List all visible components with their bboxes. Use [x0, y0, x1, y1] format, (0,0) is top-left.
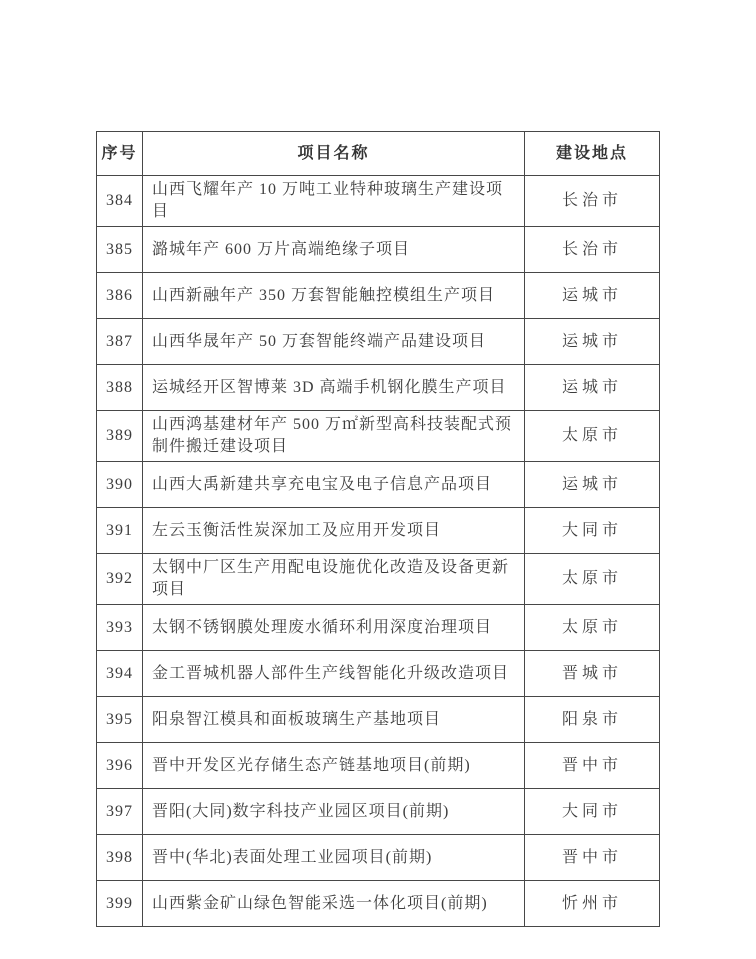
table-row [97, 651, 660, 697]
row-project-name: 阳泉智江模具和面板玻璃生产基地项目 [143, 697, 525, 743]
row-index: 390 [97, 462, 143, 508]
table-row [97, 881, 660, 927]
row-location: 大同市 [525, 789, 660, 835]
row-index: 388 [97, 365, 143, 411]
column-header-index: 序号 [97, 132, 143, 176]
table-header-row [97, 132, 660, 176]
row-project-name: 潞城年产 600 万片高端绝缘子项目 [143, 227, 525, 273]
table-row [97, 554, 660, 605]
row-project-name: 山西大禹新建共享充电宝及电子信息产品项目 [143, 462, 525, 508]
row-index: 393 [97, 605, 143, 651]
row-project-name: 山西新融年产 350 万套智能触控模组生产项目 [143, 273, 525, 319]
row-location: 运城市 [525, 319, 660, 365]
table-row [97, 743, 660, 789]
table-row [97, 365, 660, 411]
row-location: 晋中市 [525, 743, 660, 789]
row-project-name: 左云玉衡活性炭深加工及应用开发项目 [143, 508, 525, 554]
row-index: 396 [97, 743, 143, 789]
row-location: 晋中市 [525, 835, 660, 881]
row-location: 晋城市 [525, 651, 660, 697]
row-index: 385 [97, 227, 143, 273]
row-location: 长治市 [525, 176, 660, 227]
table-row [97, 462, 660, 508]
table-row [97, 508, 660, 554]
table-row [97, 319, 660, 365]
row-index: 398 [97, 835, 143, 881]
table-row [97, 789, 660, 835]
row-project-name: 晋中(华北)表面处理工业园项目(前期) [143, 835, 525, 881]
table-row [97, 227, 660, 273]
row-index: 397 [97, 789, 143, 835]
row-location: 太原市 [525, 605, 660, 651]
table-row [97, 176, 660, 227]
row-index: 389 [97, 411, 143, 462]
row-project-name: 山西飞耀年产 10 万吨工业特种玻璃生产建设项目 [143, 176, 525, 227]
row-location: 太原市 [525, 411, 660, 462]
row-location: 运城市 [525, 365, 660, 411]
table-row [97, 697, 660, 743]
row-index: 386 [97, 273, 143, 319]
row-index: 394 [97, 651, 143, 697]
row-location: 大同市 [525, 508, 660, 554]
row-location: 忻州市 [525, 881, 660, 927]
row-location: 阳泉市 [525, 697, 660, 743]
column-header-location: 建设地点 [525, 132, 660, 176]
row-project-name: 金工晋城机器人部件生产线智能化升级改造项目 [143, 651, 525, 697]
row-index: 391 [97, 508, 143, 554]
row-project-name: 晋阳(大同)数字科技产业园区项目(前期) [143, 789, 525, 835]
row-index: 384 [97, 176, 143, 227]
row-index: 387 [97, 319, 143, 365]
table-row [97, 835, 660, 881]
row-index: 395 [97, 697, 143, 743]
row-project-name: 山西鸿基建材年产 500 万㎡新型高科技装配式预制件搬迁建设项目 [143, 411, 525, 462]
row-project-name: 太钢中厂区生产用配电设施优化改造及设备更新项目 [143, 554, 525, 605]
row-location: 运城市 [525, 273, 660, 319]
project-list-table [96, 131, 660, 927]
row-project-name: 运城经开区智博莱 3D 高端手机钢化膜生产项目 [143, 365, 525, 411]
row-index: 392 [97, 554, 143, 605]
table-row [97, 411, 660, 462]
table-row [97, 605, 660, 651]
row-project-name: 山西紫金矿山绿色智能采选一体化项目(前期) [143, 881, 525, 927]
table-row [97, 273, 660, 319]
row-project-name: 晋中开发区光存储生态产链基地项目(前期) [143, 743, 525, 789]
column-header-project-name: 项目名称 [143, 132, 525, 176]
row-location: 运城市 [525, 462, 660, 508]
row-location: 长治市 [525, 227, 660, 273]
row-project-name: 太钢不锈钢膜处理废水循环利用深度治理项目 [143, 605, 525, 651]
row-location: 太原市 [525, 554, 660, 605]
row-index: 399 [97, 881, 143, 927]
row-project-name: 山西华晟年产 50 万套智能终端产品建设项目 [143, 319, 525, 365]
